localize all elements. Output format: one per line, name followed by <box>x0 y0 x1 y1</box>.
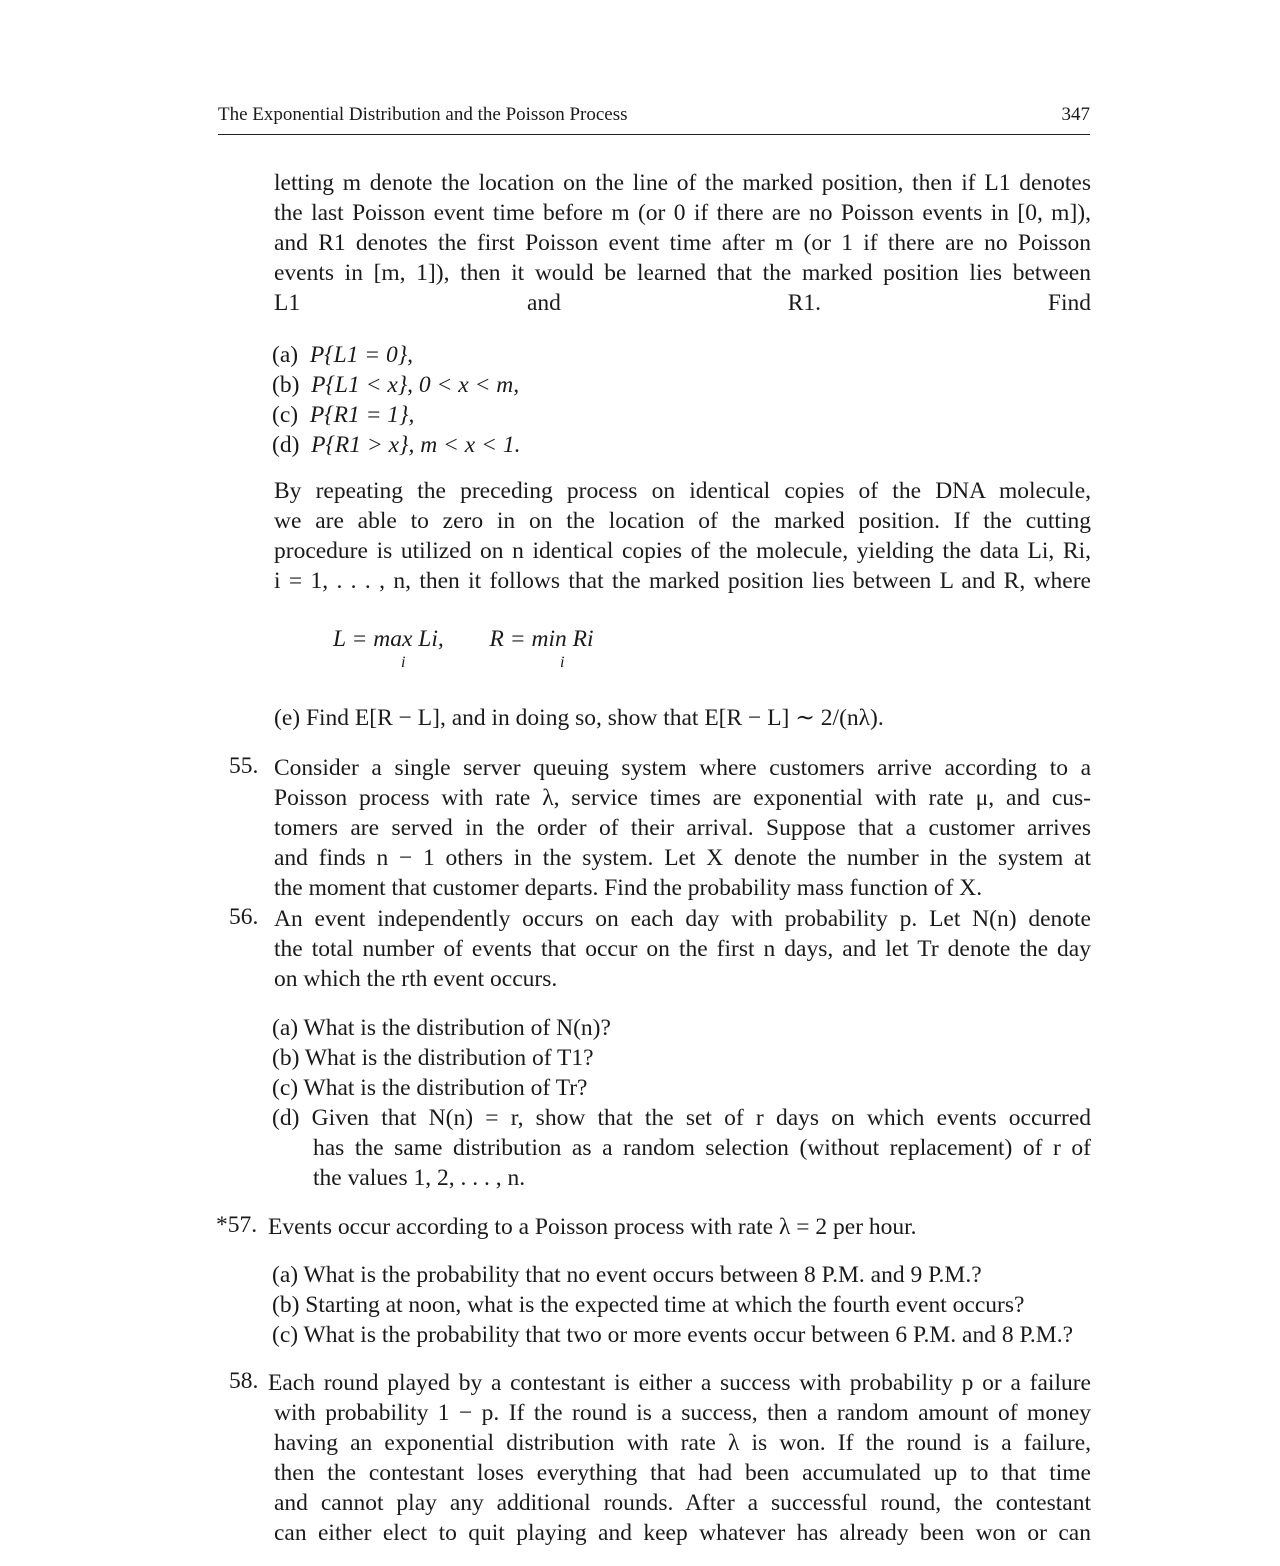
max-index: i <box>401 654 406 671</box>
page-number: 347 <box>1061 104 1090 125</box>
repeat-paragraph <box>274 476 1091 596</box>
list-item: (b) P{L1 < x}, 0 < x < m, <box>272 372 520 398</box>
problem-58 <box>268 1368 1091 1548</box>
problem-number: 56. <box>229 904 259 930</box>
text-line: i = 1, . . . , n, then it follows that the marked position lies between L and R, where <box>274 568 1091 594</box>
text-line: the moment that customer departs. Find the probability mass function of X. <box>274 875 983 901</box>
text-line: Events occur according to a Poisson process with rate λ = 2 per hour. <box>268 1214 917 1240</box>
text-line: the last Poisson event time before m (or 0 if there are no Poisson events in [0, m]), <box>274 200 1091 226</box>
text-line: letting m denote the location on the line of the marked position, then if L1 denotes <box>274 170 1091 196</box>
text-line: and R1 denotes the first Poisson event time after m (or 1 if there are no Poisson <box>274 230 1091 256</box>
problem-56 <box>274 904 1091 994</box>
list-item: (d) P{R1 > x}, m < x < 1. <box>272 432 521 458</box>
text-line: and finds n − 1 others in the system. Let X denote the number in the system at <box>274 845 1091 871</box>
problem-number: 55. <box>229 753 259 779</box>
text-line: on which the rth event occurs. <box>274 966 558 992</box>
problem-57-parts <box>272 1260 1091 1350</box>
display-equation <box>333 626 594 653</box>
text-line: By repeating the preceding process on identical copies of the DNA molecule, <box>274 478 1091 504</box>
list-item: (c) What is the distribution of Tr? <box>272 1075 588 1101</box>
problem-number: 58. <box>229 1368 259 1394</box>
text-line: L1 and R1. Find <box>274 290 1091 316</box>
text-line: the values 1, 2, . . . , n. <box>313 1165 526 1191</box>
list-item: (d) Given that N(n) = r, show that the set of r days on which events occurred <box>272 1105 1091 1131</box>
text-line: with probability 1 − p. If the round is a success, then a random amount of money <box>274 1400 1091 1426</box>
text-line: we are able to zero in on the location of the marked position. If the cutting <box>274 508 1091 534</box>
text-line: can either elect to quit playing and keep whatever has already been won or can <box>274 1520 1091 1546</box>
text-line: tomers are served in the order of their arrival. Suppose that a customer arrives <box>274 815 1091 841</box>
text-line: Each round played by a contestant is either a success with probability p or a failure <box>268 1370 1091 1396</box>
text-line: events in [m, 1]), then it would be learned that the marked position lies between <box>274 260 1091 286</box>
text-line: Consider a single server queuing system where customers arrive according to a <box>274 755 1091 781</box>
intro-paragraph <box>274 168 1091 318</box>
equation-left: L = max Li, <box>333 626 444 652</box>
text-line: then the contestant loses everything that had been accumulated up to that time <box>274 1460 1091 1486</box>
text-line: having an exponential distribution with rate λ is won. If the round is a failure, <box>274 1430 1091 1456</box>
text-line: has the same distribution as a random selection (without replacement) of r of <box>313 1135 1091 1161</box>
text-line: Poisson process with rate λ, service times are exponential with rate μ, and cus- <box>274 785 1091 811</box>
list-item: (c) What is the probability that two or more events occur between 6 P.M. and 8 P.M.? <box>272 1322 1073 1348</box>
text-line: procedure is utilized on n identical copies of the molecule, yielding the data Li, Ri, <box>274 538 1091 564</box>
problem-54-parts <box>272 340 772 460</box>
list-item: (a) What is the probability that no event occurs between 8 P.M. and 9 P.M.? <box>272 1262 982 1288</box>
equation-right: R = min Ri <box>489 626 594 652</box>
problem-57 <box>268 1212 1091 1242</box>
problem-number: *57. <box>216 1212 258 1238</box>
list-item: (a) What is the distribution of N(n)? <box>272 1015 611 1041</box>
problem-55 <box>274 753 1091 903</box>
list-item: (b) Starting at noon, what is the expected time at which the fourth event occurs? <box>272 1292 1025 1318</box>
text-line: (e) Find E[R − L], and in doing so, show that E[R − L] ∼ 2/(nλ). <box>274 705 884 731</box>
text-line: and cannot play any additional rounds. After a successful round, the contestant <box>274 1490 1091 1516</box>
running-title: The Exponential Distribution and the Poisson Process <box>218 104 628 125</box>
text-line: the total number of events that occur on the first n days, and let Tr denote the day <box>274 936 1091 962</box>
running-header <box>218 104 1090 135</box>
list-item: (b) What is the distribution of T1? <box>272 1045 594 1071</box>
min-index: i <box>560 654 565 671</box>
list-item: (c) P{R1 = 1}, <box>272 402 415 428</box>
problem-56-parts <box>272 1013 1091 1193</box>
list-item: (a) P{L1 = 0}, <box>272 342 414 368</box>
text-line: An event independently occurs on each day with probability p. Let N(n) denote <box>274 906 1091 932</box>
part-e <box>274 703 1091 733</box>
